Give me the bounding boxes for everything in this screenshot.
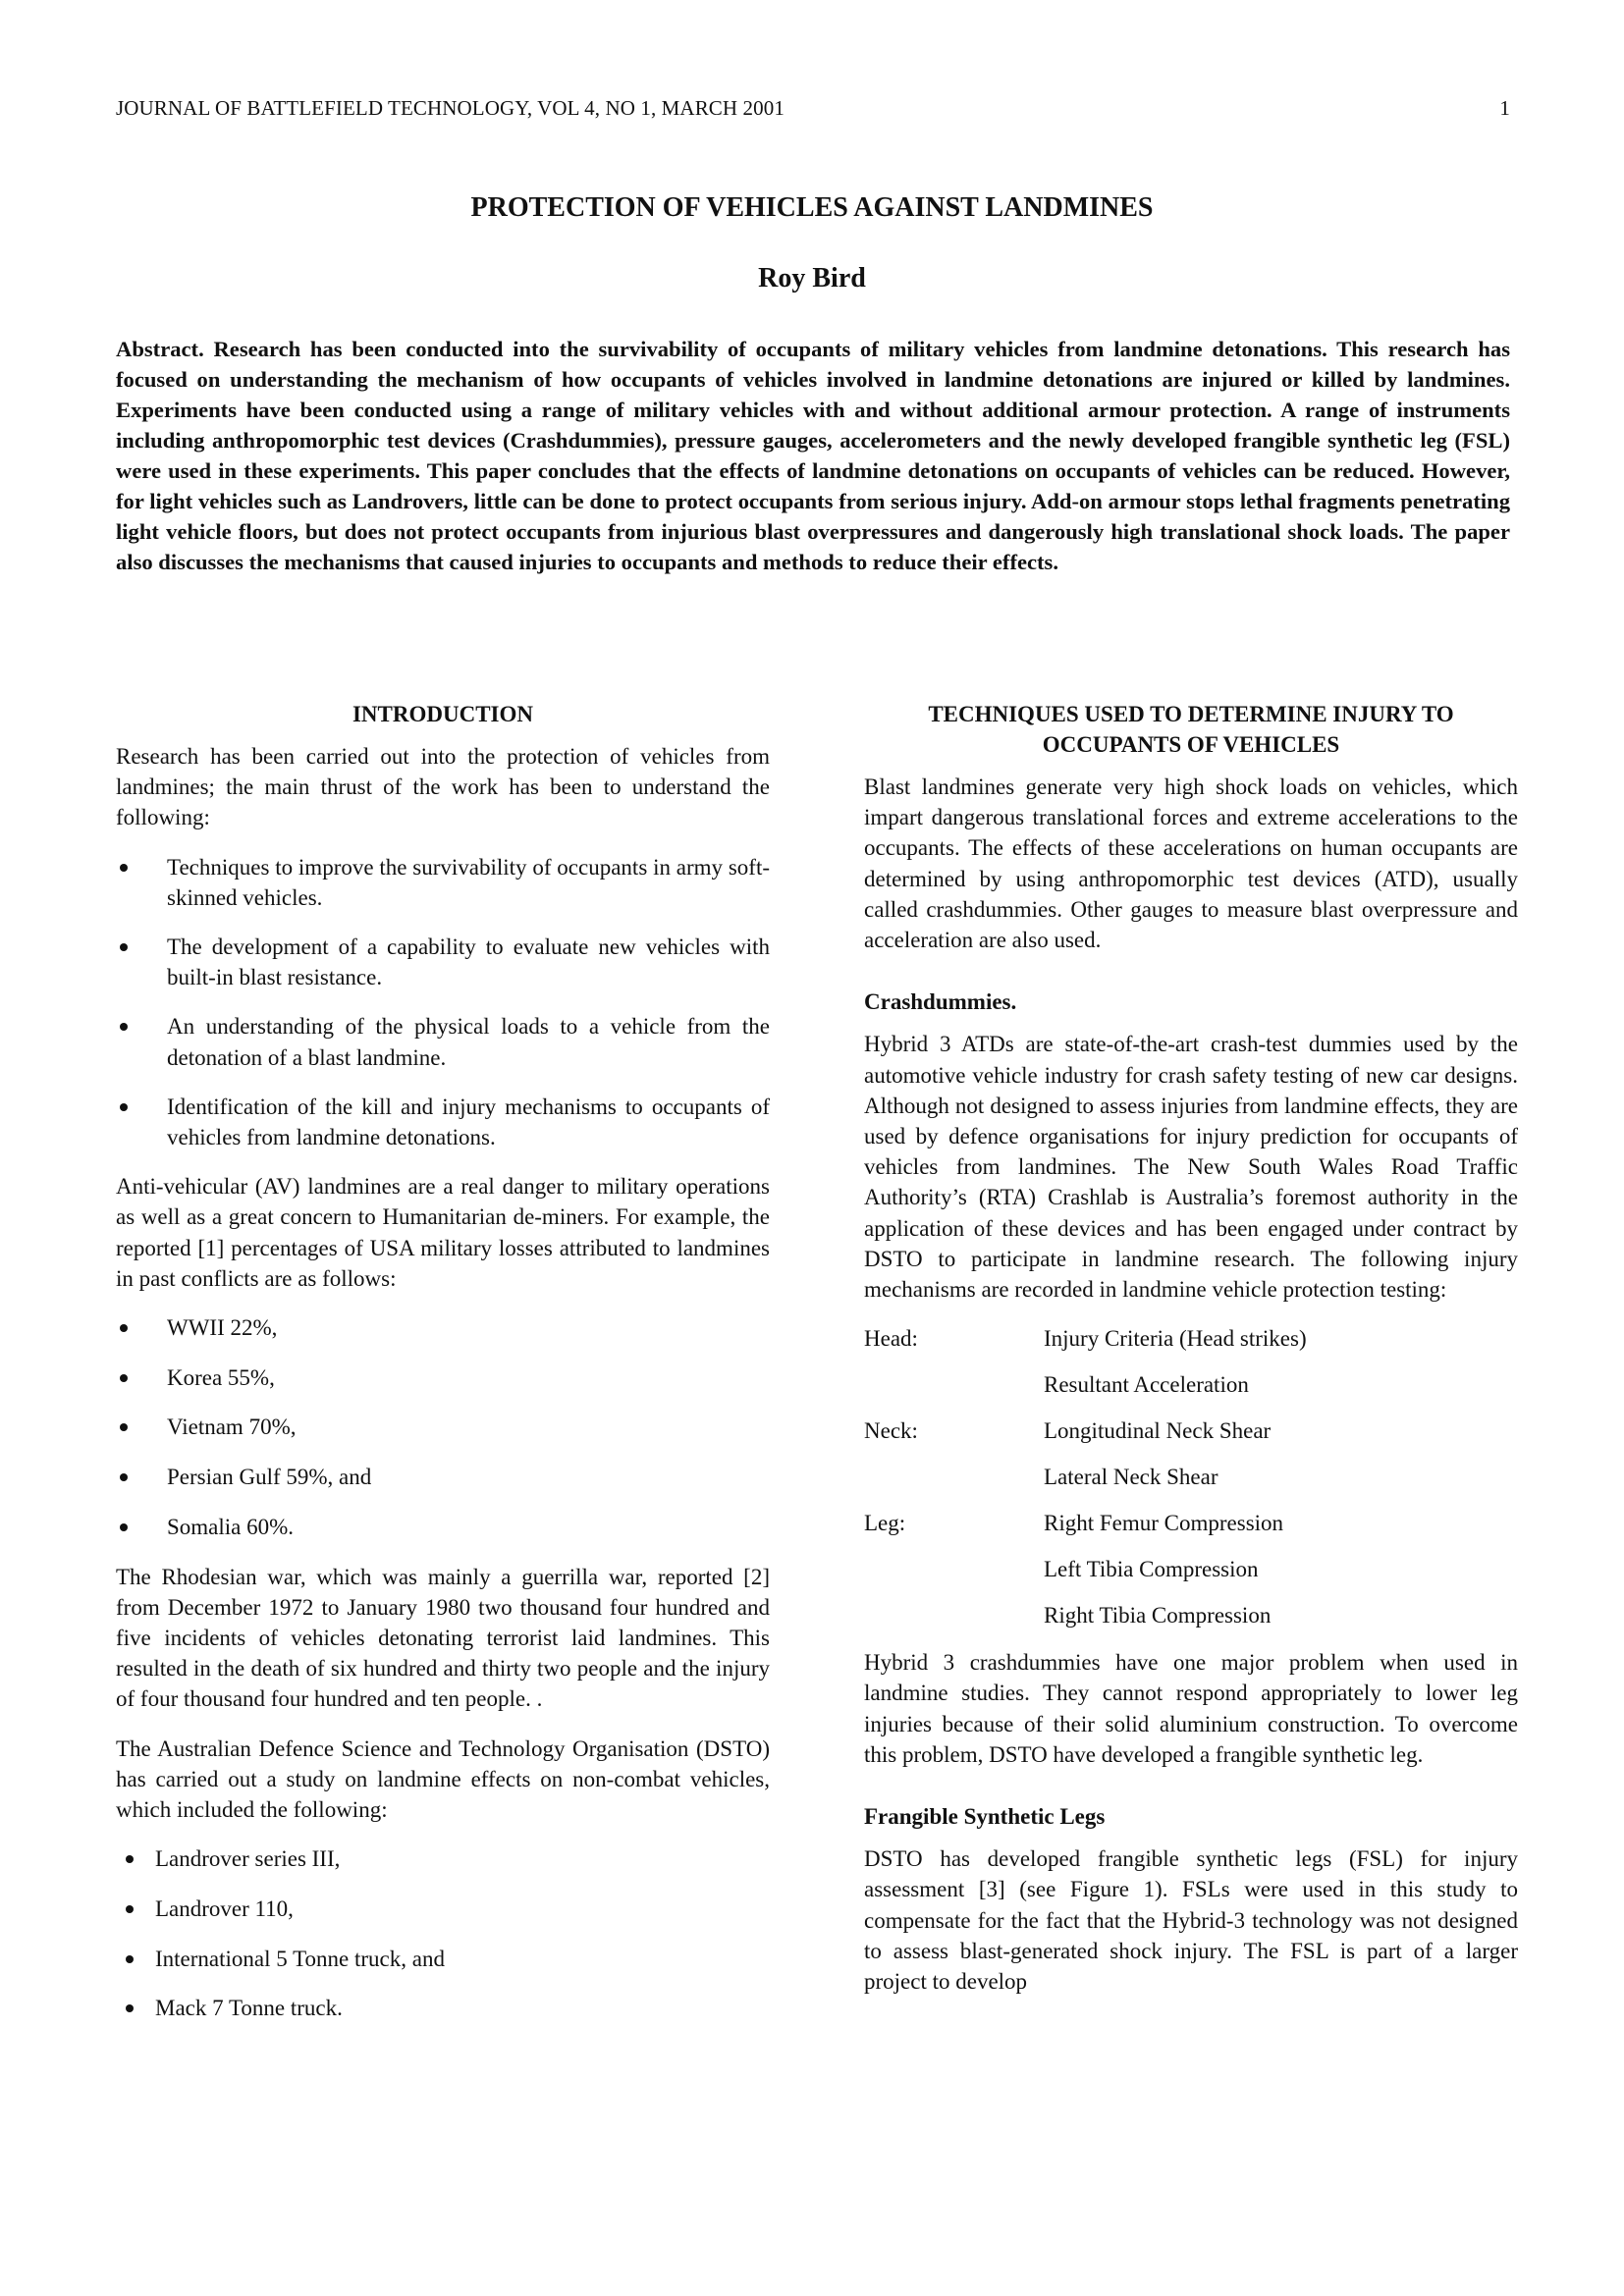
running-head	[116, 96, 1510, 121]
list-item: Mack 7 Tonne truck.	[116, 1993, 770, 2023]
av-landmines-paragraph: Anti-vehicular (AV) landmines are a real danger to military operations as well as a great concern to Humanitarian de-miners. For example, the reported [1] percentages of USA military losses attributed to landmines in past conflicts are as follows:	[116, 1174, 770, 1291]
right-column	[864, 699, 1518, 2015]
bullet-icon	[126, 1955, 134, 1963]
intro-paragraph: Research has been carried out into the protection of vehicles from landmines; the main thrust of the work has been to understand the following:	[116, 744, 770, 830]
bullet-icon	[120, 1023, 128, 1031]
subheading-crashdummies: Crashdummies.	[864, 989, 1017, 1015]
left-column	[116, 699, 770, 2043]
subheading-fsl: Frangible Synthetic Legs	[864, 1804, 1106, 1830]
list-item: Identification of the kill and injury mechanisms to occupants of vehicles from landmine detonations.	[116, 1092, 770, 1152]
rhodesian-war-paragraph: The Rhodesian war, which was mainly a guerrilla war, reported [2] from December 1972 to January 1980 two thousand four hundred and five incidents of vehicles detonating terrorist laid landmines. This resulted in the death of six hundred and thirty two people and the injury of four thousand four hundred and ten people. .	[116, 1564, 770, 1712]
bullet-icon	[120, 1103, 128, 1111]
bullet-icon	[120, 1523, 128, 1531]
section-heading-introduction: INTRODUCTION	[352, 702, 534, 726]
list-item: International 5 Tonne truck, and	[116, 1944, 770, 1974]
bullet-icon	[120, 1374, 128, 1382]
table-row: Lateral Neck Shear	[1044, 1465, 1218, 1490]
crashdummies-problem-paragraph: Hybrid 3 crashdummies have one major problem when used in landmine studies. They cannot respond appropriately to lower leg injuries because of their solid aluminium construction. To overcome this problem, DSTO have developed a frangible synthetic leg.	[864, 1650, 1518, 1767]
paper-title: PROTECTION OF VEHICLES AGAINST LANDMINES	[470, 192, 1154, 223]
author-name: Roy Bird	[758, 263, 866, 294]
research-aims-list	[116, 852, 770, 1153]
dsto-study-paragraph: The Australian Defence Science and Technology Organisation (DSTO) has carried out a study on landmine effects on non-combat vehicles, which included the following:	[116, 1735, 770, 1822]
bullet-icon	[126, 2004, 134, 2012]
list-item: Landrover 110,	[116, 1894, 770, 1924]
bullet-icon	[120, 943, 128, 951]
list-item: An understanding of the physical loads to a vehicle from the detonation of a blast landmine.	[116, 1011, 770, 1072]
section-heading-techniques: TECHNIQUES USED TO DETERMINE INJURY TO OCCUPANTS OF VEHICLES	[928, 702, 1454, 757]
bullet-icon	[120, 1324, 128, 1332]
abstract: Abstract. Research has been conducted into the survivability of occupants of military vehicles from landmine detonations. This research has focused on understanding the mechanism of how occupants of vehicles involved in landmine detonations are injured or killed by landmines. Experiments have been conducted using a range of military vehicles with and without additional armour protection. A range of instruments including anthropomorphic test devices (Crashdummies), pressure gauges, accelerometers and the newly developed frangible synthetic leg (FSL) were used in these experiments. This paper concludes that the effects of landmine detonations on occupants of vehicles can be reduced. However, for light vehicles such as Landrovers, little can be done to protect occupants from serious injury. Add-on armour stops lethal fragments penetrating light vehicle floors, but does not protect occupants from injurious blast overpressures and dangerously high translational shock loads. The paper also discusses the mechanisms that caused injuries to occupants and methods to reduce their effects.	[116, 337, 1510, 574]
vehicles-list	[116, 1843, 770, 2023]
losses-list	[116, 1312, 770, 1542]
techniques-paragraph: Blast landmines generate very high shock loads on vehicles, which impart dangerous translational forces and extreme accelerations to the occupants. The effects of these accelerations on human occupants are determined by using anthropomorphic test devices (ATD), usually called crashdummies. Other gauges to measure blast overpressure and acceleration are also used.	[864, 774, 1518, 953]
list-item: Techniques to improve the survivability of occupants in army soft-skinned vehicles.	[116, 852, 770, 913]
list-item: Somalia 60%.	[116, 1512, 770, 1542]
page-number: 1	[1499, 96, 1510, 120]
table-row: Left Tibia Compression	[1044, 1557, 1259, 1582]
table-row: Right Tibia Compression	[1044, 1603, 1272, 1629]
table-row: Head: Injury Criteria (Head strikes)	[864, 1326, 1307, 1352]
list-item: Landrover series III,	[116, 1843, 770, 1874]
journal-citation: JOURNAL OF BATTLEFIELD TECHNOLOGY, VOL 4, NO 1, MARCH 2001	[116, 96, 785, 120]
bullet-icon	[120, 864, 128, 872]
fsl-paragraph: DSTO has developed frangible synthetic legs (FSL) for injury assessment [3] (see Figure 1). FSLs were used in this study to compensate for the fact that the Hybrid-3 technology was not designed to assess blast-generated shock injury. The FSL is part of a larger project to develop	[864, 1846, 1518, 1995]
table-row: Neck: Longitudinal Neck Shear	[864, 1418, 1272, 1444]
list-item: Korea 55%,	[116, 1362, 770, 1393]
list-item: The development of a capability to evaluate new vehicles with built-in blast resistance.	[116, 932, 770, 992]
injury-mechanisms-table	[864, 1323, 1518, 1630]
list-item: WWII 22%,	[116, 1312, 770, 1343]
bullet-icon	[120, 1423, 128, 1431]
bullet-icon	[120, 1473, 128, 1481]
table-row: Resultant Acceleration	[1044, 1372, 1249, 1398]
bullet-icon	[126, 1855, 134, 1863]
list-item: Persian Gulf 59%, and	[116, 1462, 770, 1492]
table-row: Leg: Right Femur Compression	[864, 1511, 1284, 1536]
bullet-icon	[126, 1905, 134, 1913]
list-item: Vietnam 70%,	[116, 1412, 770, 1442]
crashdummies-paragraph: Hybrid 3 ATDs are state-of-the-art crash-test dummies used by the automotive vehicle industry for crash safety testing of new car designs. Although not designed to assess injuries from landmine effects, they are used by defence organisations for injury prediction for occupants of vehicles from landmines. The New South Wales Road Traffic Authority’s (RTA) Crashlab is Australia’s foremost authority in the application of these devices and has been engaged under contract by DSTO to participate in landmine research. The following injury mechanisms are recorded in landmine vehicle protection testing:	[864, 1032, 1518, 1303]
